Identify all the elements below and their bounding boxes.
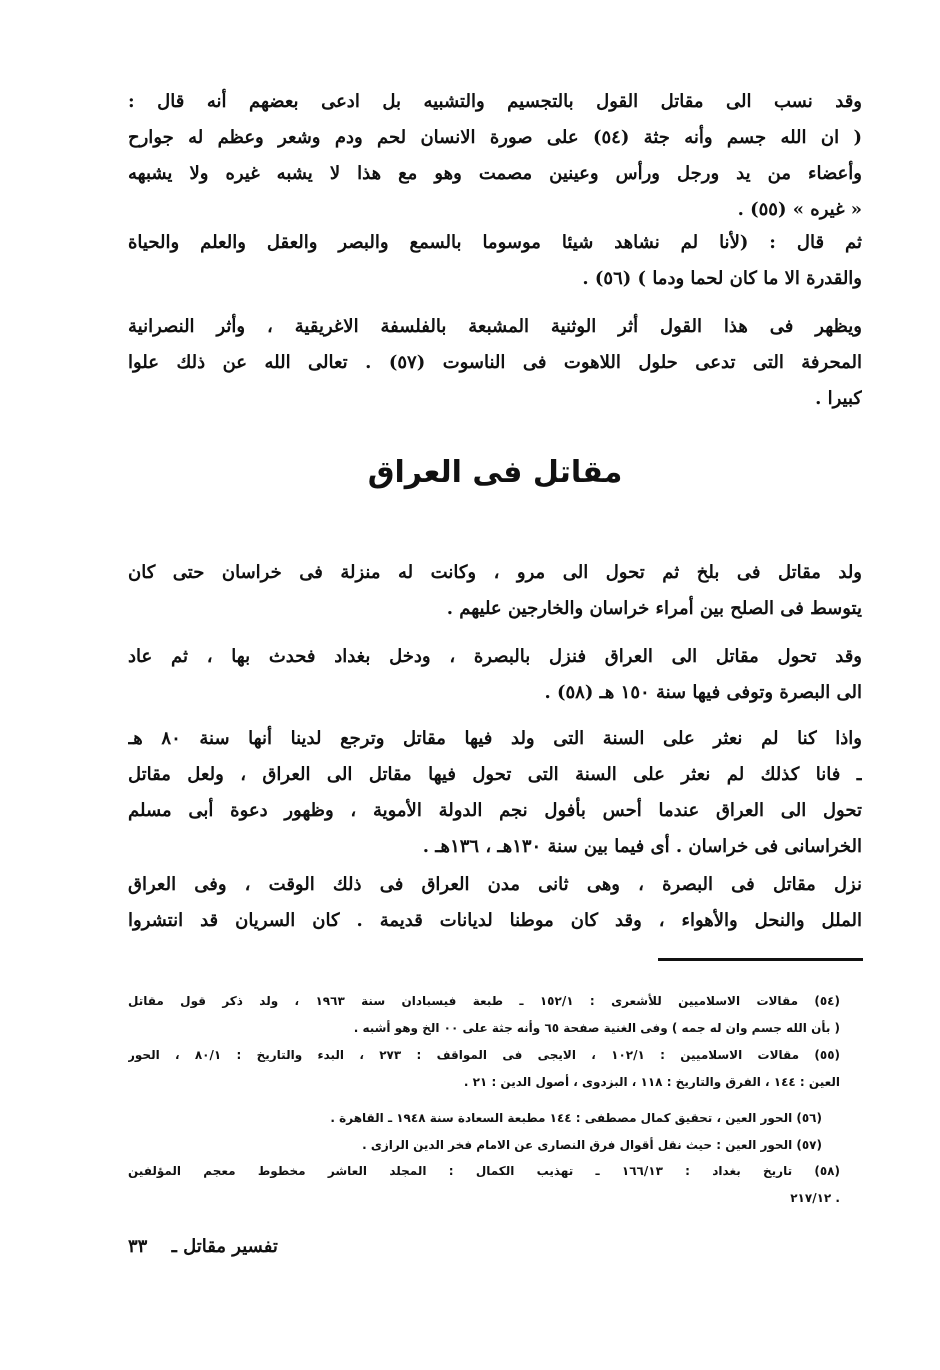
text-line: ولد مقاتل فى بلخ ثم تحول الى مرو ، وكانت له منزلة فى خراسان حتى كان bbox=[128, 562, 862, 583]
text-line: نزل مقاتل فى البصرة ، وهى ثانى مدن العراق فى ذلك الوقت ، وفى العراق bbox=[128, 874, 862, 895]
text-line: ( ان الله جسم وأنه جثة (٥٤) على صورة الانسان لحم ودم وشعر وعظم له جوارح bbox=[128, 127, 862, 148]
paragraph-move-to-iraq bbox=[128, 639, 862, 711]
text-line: ـ فانا كذلك لم نعثر على السنة التى تحول فيها مقاتل الى العراق ، ولعل مقاتل bbox=[128, 764, 862, 785]
text-line: تحول الى العراق عندما أحس بأفول نجم الدولة الأموية ، وظهور دعوة أبى مسلم bbox=[128, 800, 862, 821]
footnote-58 bbox=[128, 1158, 840, 1212]
page-number: ٣٣ bbox=[128, 1236, 148, 1257]
footnote-54 bbox=[128, 988, 840, 1042]
text-line: والقدرة الا ما كان لحما ودما ) (٥٦) . bbox=[582, 268, 862, 289]
text-line: وقد نسب الى مقاتل القول بالتجسيم والتشبيه بل ادعى بعضهم أنه قال : bbox=[128, 91, 862, 112]
text-line: كبيرا . bbox=[815, 388, 862, 409]
paragraph-senses bbox=[128, 225, 862, 297]
text-line: واذا كنا لم نعثر على السنة التى ولد فيها مقاتل وترجع لدينا أنها سنة ٨٠ هـ bbox=[128, 728, 862, 749]
footnote-55 bbox=[128, 1042, 840, 1096]
page-footer bbox=[128, 1236, 278, 1257]
text-line: الملل والنحل والأهواء ، وقد كان موطنا لديانات قديمة . كان السريان قد انتشروا bbox=[128, 910, 862, 931]
paragraph-anthropomorphism bbox=[128, 84, 862, 228]
footnote-56 bbox=[128, 1105, 840, 1132]
footnote-line: . ٢١٧/١٢ bbox=[790, 1191, 840, 1205]
text-line: الخراسانى فى خراسان . أى فيما بين سنة ١٣٠هـ ، ١٣٦هـ . bbox=[422, 836, 862, 857]
text-line: ثم قال : (لأنا لم نشاهد شيئا موسوما بالسمع والبصر والعقل والعلم والحياة bbox=[128, 232, 862, 253]
text-line: ويظهر فى هذا القول أثر الوثنية المشبعة بالفلسفة الاغريقية ، وأثر النصرانية bbox=[128, 316, 862, 337]
footnote-line: (٥٤) مقالات الاسلاميين للأشعرى : ١٥٢/١ ـ طبعة فيسبادان سنة ١٩٦٣ ، ولد ذكر قول مقاتل bbox=[128, 994, 840, 1008]
footnote-line: (٥٦) الحور العين ، تحقيق كمال مصطفى : ١٤٤ مطبعة السعادة سنة ١٩٤٨ ـ القاهرة . bbox=[330, 1111, 822, 1125]
footer-title: تفسير مقاتل ـ bbox=[171, 1236, 278, 1257]
text-line: يتوسط فى الصلح بين أمراء خراسان والخارجين عليهم . bbox=[446, 598, 862, 619]
footnote-separator bbox=[658, 958, 863, 961]
paragraph-influence bbox=[128, 309, 862, 417]
footnote-line: (٥٨) تاريخ بغداد : ١٦٦/١٣ ـ تهذيب الكمال : المجلد العاشر مخطوط معجم المؤلفين bbox=[128, 1164, 840, 1178]
text-line: الى البصرة وتوفى فيها سنة ١٥٠ هـ (٥٨) . bbox=[544, 682, 862, 703]
footnote-line: العين : ١٤٤ ، الفرق والتاريخ : ١١٨ ، البزدوى ، أصول الدين : ٢١ . bbox=[463, 1075, 840, 1089]
footnote-line: ( بأن الله جسم وان له جمه ) وفى الغنية صفحة ٦٥ وأنه جثة على ٠٠ الخ وهو أشبه . bbox=[353, 1021, 840, 1035]
paragraph-birth bbox=[128, 555, 862, 627]
footnote-57 bbox=[128, 1132, 840, 1159]
paragraph-basra bbox=[128, 867, 862, 939]
text-line: وقد تحول مقاتل الى العراق فنزل بالبصرة ، ودخل بغداد فحدث بها ، ثم عاد bbox=[128, 646, 862, 667]
footnote-line: (٥٧) الحور العين : حيث نقل أقوال فرق النصارى عن الامام فخر الدين الرازى . bbox=[362, 1138, 822, 1152]
paragraph-dates bbox=[128, 721, 862, 865]
text-line: المحرفة التى تدعى حلول اللاهوت فى الناسوت (٥٧) . تعالى الله عن ذلك علوا bbox=[128, 352, 862, 373]
text-line: وأعضاء من يد ورجل ورأس وعينين مصمت وهو مع هذا لا يشبه غيره ولا يشبهه bbox=[128, 163, 862, 184]
footnote-line: (٥٥) مقالات الاسلاميين : ١٠٢/١ ، الايجى فى المواقف : ٢٧٣ ، البدء والتاريخ : ٨٠/١ ، الحور bbox=[128, 1048, 840, 1062]
section-heading: مقاتل فى العراق bbox=[367, 455, 623, 490]
text-line: « غيره » (٥٥) . bbox=[737, 199, 862, 220]
